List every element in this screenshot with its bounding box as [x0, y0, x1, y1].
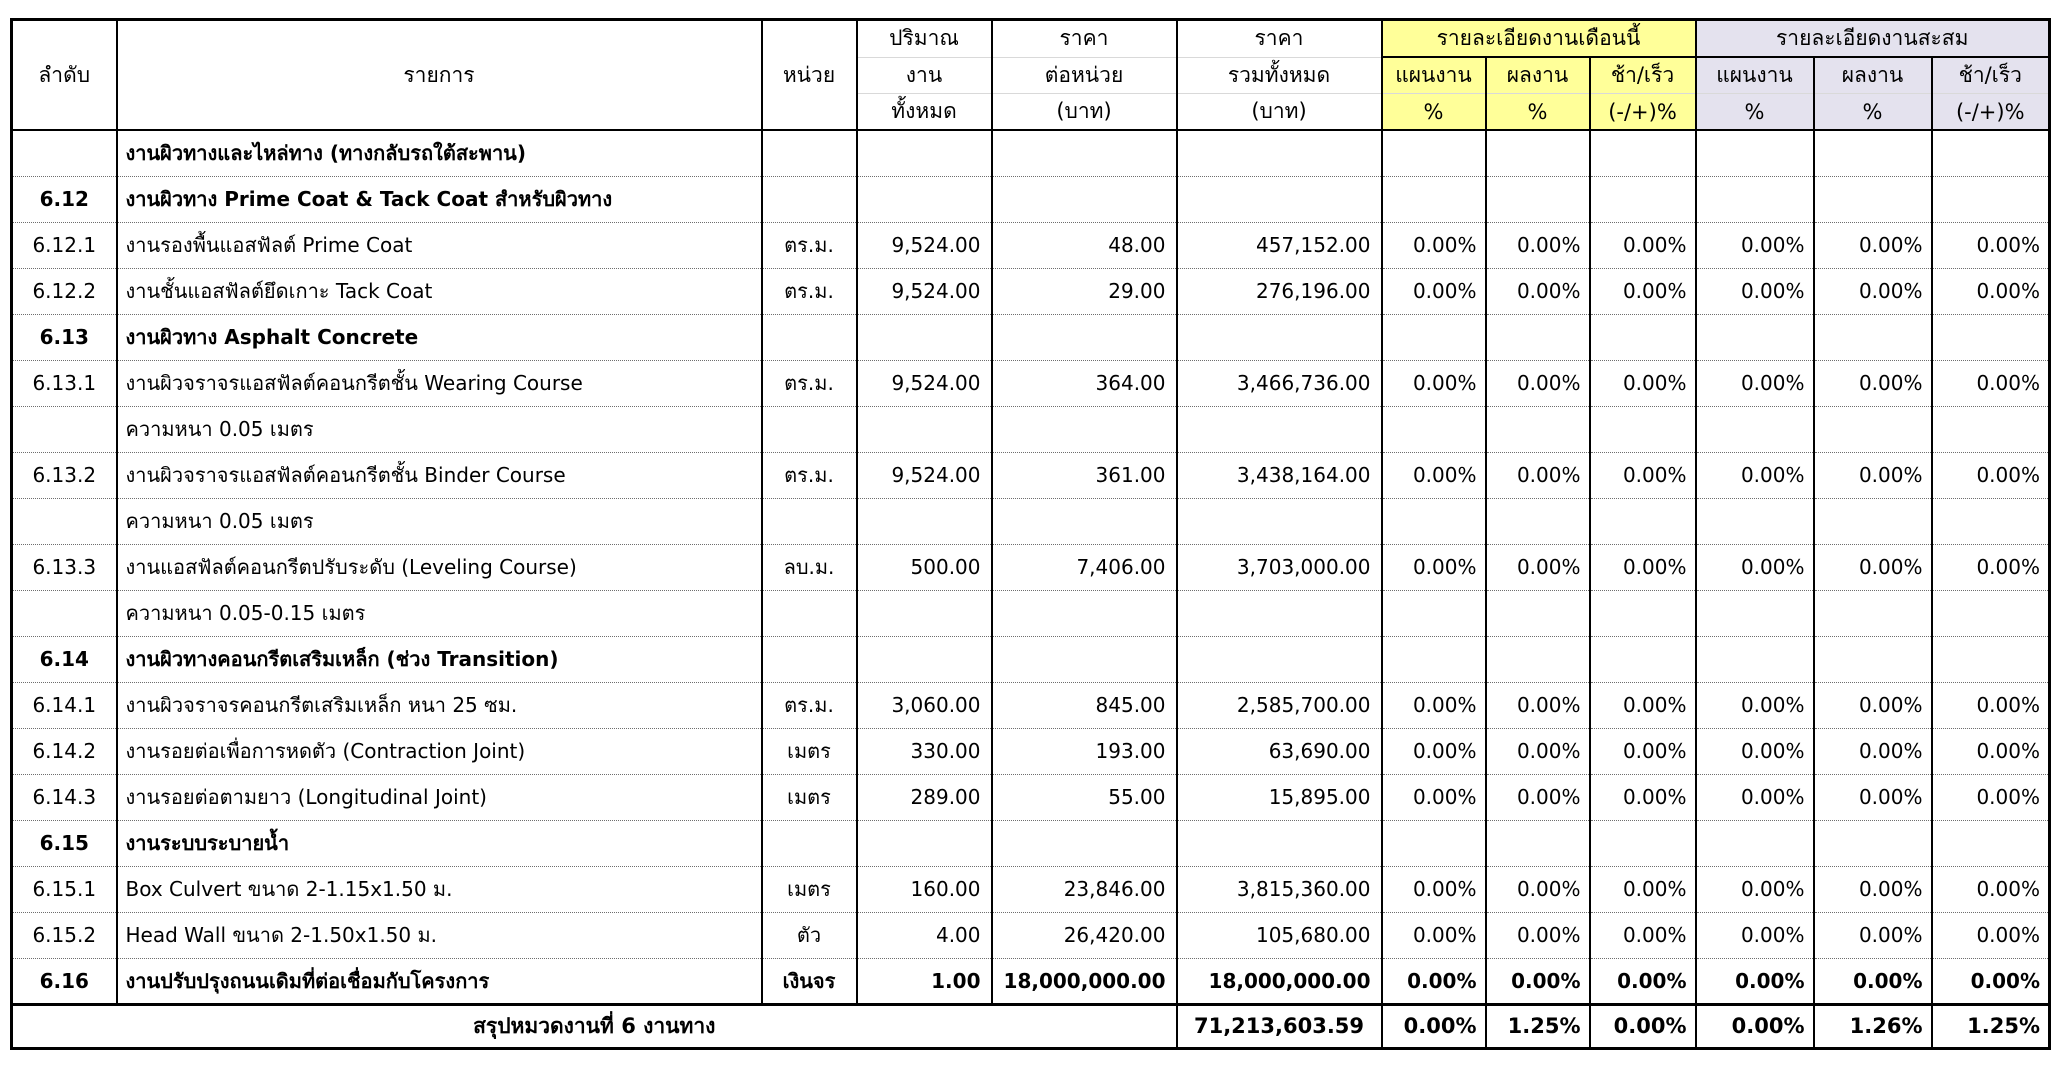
- cell-cumulative-plan: 0.00%: [1696, 360, 1814, 406]
- col-header-quantity-line2: งาน: [857, 57, 992, 94]
- cell-month-actual: [1486, 498, 1590, 544]
- cell-quantity: 160.00: [857, 866, 992, 912]
- cell-item: งานชั้นแอสฟัลต์ยึดเกาะ Tack Coat: [117, 268, 762, 314]
- table-row: [12, 360, 2050, 406]
- cell-month-diff: [1590, 130, 1696, 176]
- cell-no: 6.15: [12, 820, 117, 866]
- cell-cumulative-plan: [1696, 314, 1814, 360]
- cell-item: งานรอยต่อเพื่อการหดตัว (Contraction Joint): [117, 728, 762, 774]
- cell-month-actual: 0.00%: [1486, 728, 1590, 774]
- cell-item: Box Culvert ขนาด 2-1.15x1.50 ม.: [117, 866, 762, 912]
- cell-unit-price: 7,406.00: [992, 544, 1177, 590]
- subheader-cumulative-plan: แผนงาน: [1696, 57, 1814, 94]
- cell-unit: ตร.ม.: [762, 222, 857, 268]
- cell-unit-price: [992, 314, 1177, 360]
- table-row: [12, 314, 2050, 360]
- cell-month-plan: 0.00%: [1382, 360, 1486, 406]
- cell-cumulative-plan: [1696, 820, 1814, 866]
- cell-cumulative-actual: 0.00%: [1814, 222, 1932, 268]
- cell-cumulative-diff: [1932, 130, 2050, 176]
- cell-cumulative-diff: [1932, 176, 2050, 222]
- cell-month-diff: 0.00%: [1590, 958, 1696, 1004]
- cell-no: [12, 406, 117, 452]
- summary-cumulative-diff: 1.25%: [1932, 1004, 2050, 1048]
- cell-quantity: 1.00: [857, 958, 992, 1004]
- cell-total-price: [1177, 820, 1382, 866]
- cell-unit-price: [992, 406, 1177, 452]
- cell-unit: [762, 636, 857, 682]
- cell-month-diff: [1590, 590, 1696, 636]
- cell-cumulative-plan: [1696, 590, 1814, 636]
- cell-quantity: [857, 406, 992, 452]
- cell-no: [12, 590, 117, 636]
- cell-cumulative-plan: 0.00%: [1696, 912, 1814, 958]
- group-header-cumulative: รายละเอียดงานสะสม: [1696, 20, 2050, 58]
- cell-cumulative-diff: 0.00%: [1932, 958, 2050, 1004]
- cell-month-plan: 0.00%: [1382, 452, 1486, 498]
- summary-total-price: 71,213,603.59: [1177, 1004, 1382, 1048]
- cell-unit: [762, 590, 857, 636]
- cell-unit-price: 55.00: [992, 774, 1177, 820]
- cell-month-plan: 0.00%: [1382, 728, 1486, 774]
- cell-no: 6.14.1: [12, 682, 117, 728]
- cell-cumulative-actual: 0.00%: [1814, 268, 1932, 314]
- cell-month-actual: 0.00%: [1486, 866, 1590, 912]
- cell-no: 6.13.2: [12, 452, 117, 498]
- cell-no: 6.14.3: [12, 774, 117, 820]
- table-row: [12, 452, 2050, 498]
- cell-unit: เมตร: [762, 866, 857, 912]
- cell-total-price: [1177, 498, 1382, 544]
- cell-month-diff: 0.00%: [1590, 268, 1696, 314]
- cell-month-diff: [1590, 820, 1696, 866]
- cell-month-actual: 0.00%: [1486, 544, 1590, 590]
- cell-no: 6.12.2: [12, 268, 117, 314]
- cell-quantity: [857, 498, 992, 544]
- cell-month-diff: 0.00%: [1590, 912, 1696, 958]
- cell-cumulative-plan: 0.00%: [1696, 452, 1814, 498]
- cell-cumulative-diff: [1932, 498, 2050, 544]
- cell-cumulative-diff: 0.00%: [1932, 866, 2050, 912]
- cell-month-actual: [1486, 314, 1590, 360]
- progress-table: [10, 18, 2051, 1050]
- summary-month-diff: 0.00%: [1590, 1004, 1696, 1048]
- cell-item: งานผิวทาง Prime Coat & Tack Coat สำหรับผิวทาง: [117, 176, 762, 222]
- cell-unit-price: [992, 820, 1177, 866]
- cell-item: งานแอสฟัลต์คอนกรีตปรับระดับ (Leveling Course): [117, 544, 762, 590]
- cell-cumulative-actual: [1814, 498, 1932, 544]
- cell-cumulative-actual: [1814, 636, 1932, 682]
- summary-month-actual: 1.25%: [1486, 1004, 1590, 1048]
- cell-quantity: 9,524.00: [857, 452, 992, 498]
- table-row: [12, 774, 2050, 820]
- cell-cumulative-plan: 0.00%: [1696, 544, 1814, 590]
- cell-month-diff: 0.00%: [1590, 360, 1696, 406]
- table-row: [12, 866, 2050, 912]
- table-row: [12, 728, 2050, 774]
- cell-item: งานผิวทางและไหล่ทาง (ทางกลับรถใต้สะพาน): [117, 130, 762, 176]
- cell-month-plan: [1382, 406, 1486, 452]
- cell-cumulative-diff: [1932, 406, 2050, 452]
- cell-cumulative-diff: [1932, 820, 2050, 866]
- cell-quantity: [857, 130, 992, 176]
- cell-unit-price: 18,000,000.00: [992, 958, 1177, 1004]
- cell-month-diff: 0.00%: [1590, 682, 1696, 728]
- cell-month-diff: 0.00%: [1590, 452, 1696, 498]
- cell-month-plan: [1382, 314, 1486, 360]
- cell-total-price: 15,895.00: [1177, 774, 1382, 820]
- cell-total-price: [1177, 406, 1382, 452]
- col-header-unit-price-line2: ต่อหน่วย: [992, 57, 1177, 94]
- cell-cumulative-diff: [1932, 636, 2050, 682]
- cell-no: 6.12: [12, 176, 117, 222]
- cell-total-price: 63,690.00: [1177, 728, 1382, 774]
- cell-unit: [762, 406, 857, 452]
- cell-quantity: 9,524.00: [857, 222, 992, 268]
- table-footer: [12, 1004, 2050, 1048]
- cell-cumulative-diff: 0.00%: [1932, 222, 2050, 268]
- cell-unit-price: [992, 130, 1177, 176]
- cell-cumulative-plan: 0.00%: [1696, 728, 1814, 774]
- cell-month-actual: 0.00%: [1486, 452, 1590, 498]
- cell-total-price: 2,585,700.00: [1177, 682, 1382, 728]
- cell-cumulative-plan: [1696, 636, 1814, 682]
- cell-cumulative-actual: [1814, 176, 1932, 222]
- cell-cumulative-diff: 0.00%: [1932, 544, 2050, 590]
- cell-month-plan: [1382, 176, 1486, 222]
- cell-month-plan: [1382, 820, 1486, 866]
- cell-cumulative-actual: [1814, 130, 1932, 176]
- cell-unit-price: [992, 590, 1177, 636]
- cell-unit: เมตร: [762, 774, 857, 820]
- cell-month-actual: 0.00%: [1486, 958, 1590, 1004]
- cell-unit-price: 193.00: [992, 728, 1177, 774]
- cell-item: งานผิวจราจรแอสฟัลต์คอนกรีตชั้น Wearing Course: [117, 360, 762, 406]
- cell-cumulative-actual: 0.00%: [1814, 452, 1932, 498]
- cell-unit: [762, 176, 857, 222]
- cell-item: งานรอยต่อตามยาว (Longitudinal Joint): [117, 774, 762, 820]
- cell-cumulative-plan: 0.00%: [1696, 958, 1814, 1004]
- cell-month-diff: [1590, 498, 1696, 544]
- subheader-cumulative-actual: ผลงาน: [1814, 57, 1932, 94]
- summary-month-plan: 0.00%: [1382, 1004, 1486, 1048]
- table-row: [12, 498, 2050, 544]
- cell-unit-price: 845.00: [992, 682, 1177, 728]
- cell-cumulative-plan: [1696, 498, 1814, 544]
- cell-total-price: [1177, 636, 1382, 682]
- cell-cumulative-plan: 0.00%: [1696, 222, 1814, 268]
- cell-month-actual: [1486, 406, 1590, 452]
- cell-total-price: [1177, 176, 1382, 222]
- cell-no: 6.13.3: [12, 544, 117, 590]
- summary-cumulative-actual: 1.26%: [1814, 1004, 1932, 1048]
- cell-month-diff: [1590, 406, 1696, 452]
- cell-total-price: [1177, 590, 1382, 636]
- cell-month-plan: 0.00%: [1382, 774, 1486, 820]
- cell-month-diff: 0.00%: [1590, 866, 1696, 912]
- cell-unit: ตร.ม.: [762, 452, 857, 498]
- cell-cumulative-diff: 0.00%: [1932, 268, 2050, 314]
- cell-quantity: [857, 590, 992, 636]
- cell-no: 6.14: [12, 636, 117, 682]
- cell-total-price: 457,152.00: [1177, 222, 1382, 268]
- cell-no: [12, 130, 117, 176]
- col-header-no: ลำดับ: [12, 20, 117, 131]
- table-row: [12, 820, 2050, 866]
- cell-quantity: [857, 820, 992, 866]
- table-row: [12, 268, 2050, 314]
- cell-quantity: 9,524.00: [857, 360, 992, 406]
- cell-cumulative-actual: 0.00%: [1814, 682, 1932, 728]
- cell-cumulative-actual: [1814, 820, 1932, 866]
- cell-month-diff: 0.00%: [1590, 222, 1696, 268]
- cell-total-price: 3,703,000.00: [1177, 544, 1382, 590]
- cell-month-actual: [1486, 590, 1590, 636]
- cell-no: 6.13.1: [12, 360, 117, 406]
- table-header: [12, 20, 2050, 131]
- cell-total-price: [1177, 130, 1382, 176]
- cell-no: [12, 498, 117, 544]
- cell-no: 6.13: [12, 314, 117, 360]
- table-row: [12, 958, 2050, 1004]
- subheader-month-actual: ผลงาน: [1486, 57, 1590, 94]
- col-header-quantity: ปริมาณ: [857, 20, 992, 58]
- cell-cumulative-plan: 0.00%: [1696, 268, 1814, 314]
- cell-cumulative-diff: 0.00%: [1932, 360, 2050, 406]
- cell-cumulative-plan: [1696, 406, 1814, 452]
- cell-item: งานผิวจราจรแอสฟัลต์คอนกรีตชั้น Binder Course: [117, 452, 762, 498]
- cell-cumulative-plan: [1696, 176, 1814, 222]
- cell-cumulative-diff: 0.00%: [1932, 774, 2050, 820]
- cell-cumulative-actual: 0.00%: [1814, 544, 1932, 590]
- cell-cumulative-plan: 0.00%: [1696, 682, 1814, 728]
- col-header-total-price: ราคา: [1177, 20, 1382, 58]
- cell-month-actual: 0.00%: [1486, 774, 1590, 820]
- cell-cumulative-actual: 0.00%: [1814, 958, 1932, 1004]
- cell-cumulative-actual: [1814, 590, 1932, 636]
- subheader-cumulative-diff: ช้า/เร็ว: [1932, 57, 2050, 94]
- cell-no: 6.15.1: [12, 866, 117, 912]
- cell-item: งานปรับปรุงถนนเดิมที่ต่อเชื่อมกับโครงการ: [117, 958, 762, 1004]
- cell-cumulative-diff: 0.00%: [1932, 912, 2050, 958]
- cell-quantity: [857, 314, 992, 360]
- cell-total-price: 276,196.00: [1177, 268, 1382, 314]
- subheader-month-diff: ช้า/เร็ว: [1590, 57, 1696, 94]
- summary-row: [12, 1004, 2050, 1048]
- table-row: [12, 590, 2050, 636]
- cell-unit: ตัว: [762, 912, 857, 958]
- cell-month-actual: 0.00%: [1486, 682, 1590, 728]
- col-header-unit-price-line3: (บาท): [992, 94, 1177, 131]
- cell-item: งานผิวจราจรคอนกรีตเสริมเหล็ก หนา 25 ซม.: [117, 682, 762, 728]
- cell-unit: ตร.ม.: [762, 360, 857, 406]
- cell-cumulative-actual: 0.00%: [1814, 866, 1932, 912]
- cell-unit: [762, 498, 857, 544]
- cell-cumulative-diff: [1932, 314, 2050, 360]
- cell-month-actual: [1486, 820, 1590, 866]
- cell-cumulative-diff: [1932, 590, 2050, 636]
- cell-cumulative-diff: 0.00%: [1932, 728, 2050, 774]
- cell-unit: เงินจร: [762, 958, 857, 1004]
- summary-label: สรุปหมวดงานที่ 6 งานทาง: [12, 1004, 1177, 1048]
- cell-unit-price: 48.00: [992, 222, 1177, 268]
- cell-unit-price: [992, 176, 1177, 222]
- cell-cumulative-actual: 0.00%: [1814, 774, 1932, 820]
- subheader-month-actual-percent: %: [1486, 94, 1590, 131]
- cell-month-actual: 0.00%: [1486, 268, 1590, 314]
- cell-no: 6.15.2: [12, 912, 117, 958]
- col-header-unit: หน่วย: [762, 20, 857, 131]
- cell-cumulative-diff: 0.00%: [1932, 682, 2050, 728]
- cell-month-plan: 0.00%: [1382, 912, 1486, 958]
- cell-quantity: 3,060.00: [857, 682, 992, 728]
- cell-unit: [762, 314, 857, 360]
- cell-item: งานผิวทาง Asphalt Concrete: [117, 314, 762, 360]
- col-header-total-price-line2: รวมทั้งหมด: [1177, 57, 1382, 94]
- cell-no: 6.14.2: [12, 728, 117, 774]
- cell-unit: ลบ.ม.: [762, 544, 857, 590]
- col-header-quantity-line3: ทั้งหมด: [857, 94, 992, 131]
- cell-quantity: [857, 636, 992, 682]
- cell-no: 6.12.1: [12, 222, 117, 268]
- cell-month-diff: [1590, 636, 1696, 682]
- cell-month-plan: [1382, 636, 1486, 682]
- cell-item: Head Wall ขนาด 2-1.50x1.50 ม.: [117, 912, 762, 958]
- cell-month-plan: [1382, 590, 1486, 636]
- cell-cumulative-plan: [1696, 130, 1814, 176]
- cell-item: ความหนา 0.05 เมตร: [117, 498, 762, 544]
- cell-unit-price: 29.00: [992, 268, 1177, 314]
- cell-month-diff: [1590, 314, 1696, 360]
- table-row: [12, 130, 2050, 176]
- table-row: [12, 406, 2050, 452]
- table-row: [12, 544, 2050, 590]
- cell-month-plan: 0.00%: [1382, 222, 1486, 268]
- cell-unit-price: 361.00: [992, 452, 1177, 498]
- summary-cumulative-plan: 0.00%: [1696, 1004, 1814, 1048]
- cell-total-price: 3,438,164.00: [1177, 452, 1382, 498]
- cell-cumulative-actual: [1814, 406, 1932, 452]
- cell-month-plan: 0.00%: [1382, 544, 1486, 590]
- cell-unit-price: 364.00: [992, 360, 1177, 406]
- cell-item: งานรองพื้นแอสฟัลต์ Prime Coat: [117, 222, 762, 268]
- table-row: [12, 176, 2050, 222]
- subheader-cumulative-actual-percent: %: [1814, 94, 1932, 131]
- cell-quantity: 330.00: [857, 728, 992, 774]
- cell-cumulative-actual: [1814, 314, 1932, 360]
- cell-unit-price: [992, 636, 1177, 682]
- table-row: [12, 222, 2050, 268]
- cell-month-plan: 0.00%: [1382, 682, 1486, 728]
- cell-month-plan: 0.00%: [1382, 268, 1486, 314]
- cell-quantity: 500.00: [857, 544, 992, 590]
- table-row: [12, 682, 2050, 728]
- cell-total-price: 3,815,360.00: [1177, 866, 1382, 912]
- col-header-item: รายการ: [117, 20, 762, 131]
- subheader-month-plan-percent: %: [1382, 94, 1486, 131]
- cell-quantity: 9,524.00: [857, 268, 992, 314]
- cell-quantity: 289.00: [857, 774, 992, 820]
- cell-month-diff: 0.00%: [1590, 728, 1696, 774]
- cell-unit-price: 26,420.00: [992, 912, 1177, 958]
- cell-cumulative-plan: 0.00%: [1696, 774, 1814, 820]
- cell-total-price: 105,680.00: [1177, 912, 1382, 958]
- cell-month-actual: [1486, 130, 1590, 176]
- cell-month-actual: 0.00%: [1486, 222, 1590, 268]
- table-row: [12, 636, 2050, 682]
- cell-unit-price: [992, 498, 1177, 544]
- col-header-unit-price: ราคา: [992, 20, 1177, 58]
- subheader-cumulative-diff-percent: (-/+)%: [1932, 94, 2050, 131]
- cell-item: ความหนา 0.05-0.15 เมตร: [117, 590, 762, 636]
- cell-quantity: 4.00: [857, 912, 992, 958]
- cell-month-actual: 0.00%: [1486, 912, 1590, 958]
- subheader-cumulative-plan-percent: %: [1696, 94, 1814, 131]
- table-row: [12, 912, 2050, 958]
- cell-total-price: [1177, 314, 1382, 360]
- cell-month-actual: 0.00%: [1486, 360, 1590, 406]
- cell-cumulative-actual: 0.00%: [1814, 728, 1932, 774]
- cell-item: งานผิวทางคอนกรีตเสริมเหล็ก (ช่วง Transition): [117, 636, 762, 682]
- cell-month-actual: [1486, 636, 1590, 682]
- cell-no: 6.16: [12, 958, 117, 1004]
- cell-cumulative-actual: 0.00%: [1814, 912, 1932, 958]
- cell-unit: [762, 130, 857, 176]
- cell-cumulative-plan: 0.00%: [1696, 866, 1814, 912]
- group-header-month: รายละเอียดงานเดือนนี้: [1382, 20, 1696, 58]
- cell-unit-price: 23,846.00: [992, 866, 1177, 912]
- subheader-month-plan: แผนงาน: [1382, 57, 1486, 94]
- subheader-month-diff-percent: (-/+)%: [1590, 94, 1696, 131]
- cell-item: ความหนา 0.05 เมตร: [117, 406, 762, 452]
- cell-cumulative-actual: 0.00%: [1814, 360, 1932, 406]
- cell-month-actual: [1486, 176, 1590, 222]
- cell-month-plan: 0.00%: [1382, 866, 1486, 912]
- cell-month-diff: 0.00%: [1590, 544, 1696, 590]
- cell-month-plan: [1382, 130, 1486, 176]
- cell-month-diff: [1590, 176, 1696, 222]
- cell-unit: ตร.ม.: [762, 682, 857, 728]
- cell-total-price: 3,466,736.00: [1177, 360, 1382, 406]
- cell-quantity: [857, 176, 992, 222]
- cell-month-plan: 0.00%: [1382, 958, 1486, 1004]
- col-header-total-price-line3: (บาท): [1177, 94, 1382, 131]
- cell-item: งานระบบระบายน้ำ: [117, 820, 762, 866]
- cell-unit: [762, 820, 857, 866]
- cell-unit: เมตร: [762, 728, 857, 774]
- cell-cumulative-diff: 0.00%: [1932, 452, 2050, 498]
- cell-month-plan: [1382, 498, 1486, 544]
- cell-unit: ตร.ม.: [762, 268, 857, 314]
- cell-month-diff: 0.00%: [1590, 774, 1696, 820]
- cell-total-price: 18,000,000.00: [1177, 958, 1382, 1004]
- table-body: [12, 130, 2050, 1004]
